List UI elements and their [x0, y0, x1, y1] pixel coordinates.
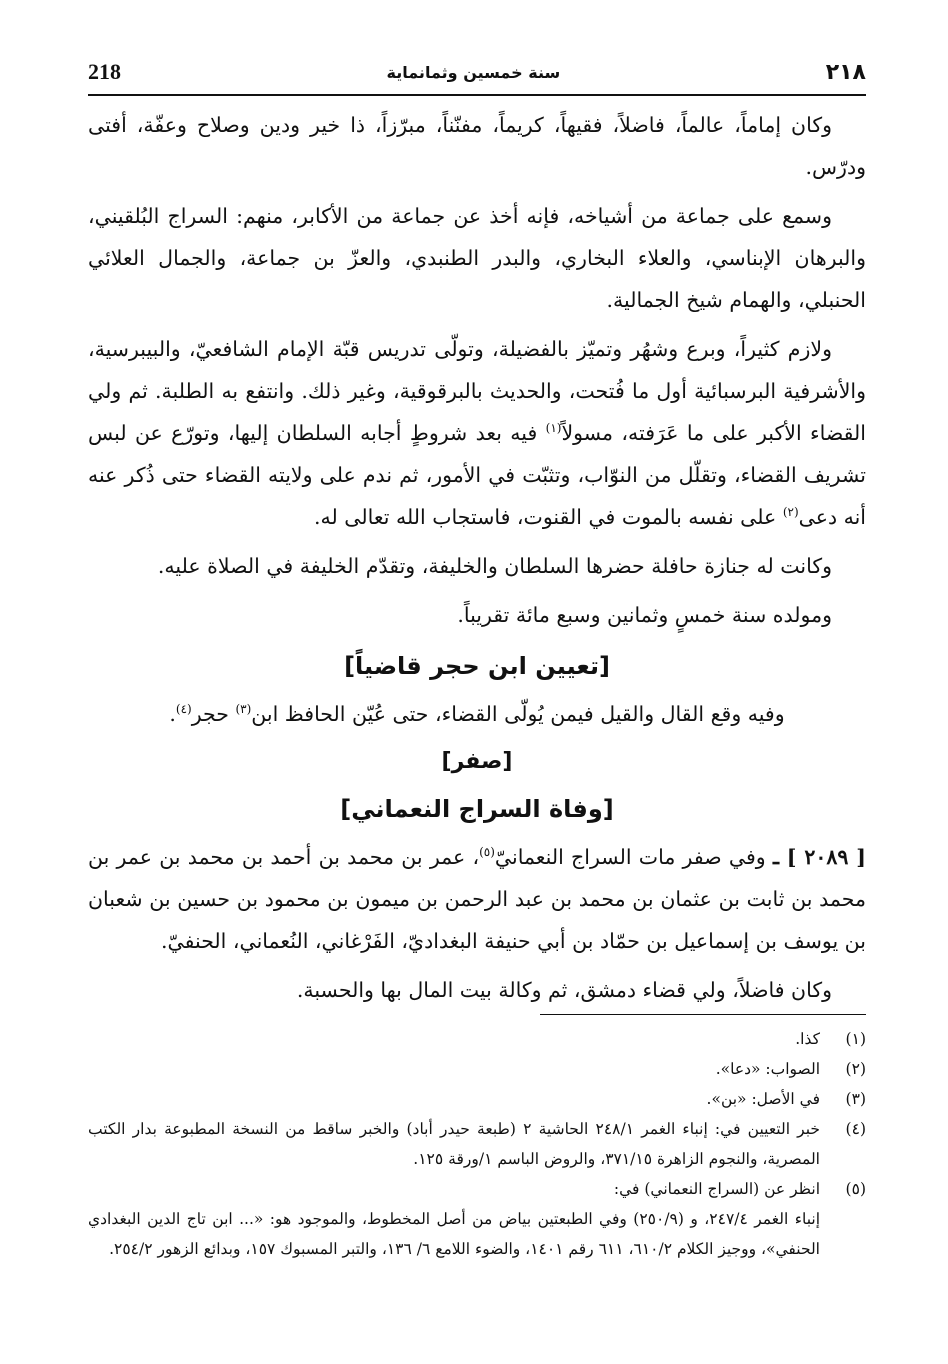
- paragraph-birth: ومولده سنة خمسٍ وثمانين وسبع مائة تقريباً.: [457, 603, 832, 627]
- footnote-item: [88, 1084, 866, 1114]
- footnote-number: (١): [845, 1030, 866, 1048]
- footnote-text: خبر التعيين في: إنباء الغمر ٢٤٨/١ الحاشية ٢ (طبعة حيدر أباد) والخبر ساقط من النسخة المطبوعة بدار الكتب المصرية، والنجوم الزاهرة ٣٧١/١٥، والروض الباسم ١/ورقة ١٢٥.: [88, 1120, 820, 1168]
- entry-number: [ ٢٠٨٩ ] ـ: [772, 845, 867, 869]
- footnote-number: (٢): [845, 1060, 866, 1078]
- entry-2089: [88, 836, 866, 962]
- footnotes: [88, 1024, 866, 1264]
- footnote-number: (٣): [845, 1090, 866, 1108]
- footnote-ref-5: (٥): [479, 845, 495, 860]
- paragraph-career: [88, 328, 866, 538]
- footnote-item: [88, 1114, 866, 1174]
- footnote-item: [88, 1174, 866, 1204]
- appointment-text-2: حجر: [191, 702, 236, 726]
- footnote-item: [88, 1024, 866, 1054]
- main-text: [88, 104, 866, 1018]
- footnote-text: في الأصل: «بن».: [706, 1090, 820, 1108]
- paragraph-teachers: وسمع على جماعة من أشياخه، فإنه أخذ عن جماعة من الأكابر، منهم: السراج البُلقيني، والبرهان الإبناسي، والعلاء البخاري، والبدر الطنبدي، والعزّ بن جماعة، والجمال العلائي الحنبلي، والهمام شيخ الجمالية.: [88, 204, 866, 312]
- paragraph-qualities: وكان إماماً، عالماً، فاضلاً، فقيهاً، كريماً، مفنّناً، مبرّزاً، ذا خير ودين وصلاح وعفّة، أفتى ودرّس.: [88, 113, 866, 179]
- entry-text-2: ، عمر بن محمد بن أحمد بن محمد بن عمر بن محمد بن ثابت بن عثمان بن محمد بن عبد الرحمن بن ميمون بن محمود بن حسين بن شعبان بن يوسف بن إسماعيل بن حمّاد بن أبي حنيفة البغداديّ، الفَرْغاني، النُعماني، الحنفيّ.: [88, 845, 866, 953]
- footnote-number: (٤): [845, 1120, 866, 1138]
- paragraph-funeral: وكانت له جنازة حافلة حضرها السلطان والخليفة، وتقدّم الخليفة في الصلاة عليه.: [157, 554, 832, 578]
- entry-text-1: وفي صفر مات السراج النعمانيّ: [494, 845, 773, 869]
- page-number-latin: 218: [88, 59, 121, 84]
- footnote-text: الصواب: «دعا».: [715, 1060, 820, 1078]
- running-title: سنة خمسين وثمانماية: [386, 62, 561, 82]
- header-rule: [88, 94, 866, 96]
- footnote-text: انظر عن (السراج النعماني) في:: [613, 1180, 820, 1198]
- footnote-ref-1: (١): [545, 421, 562, 436]
- footnote-rule: [540, 1014, 866, 1015]
- footnote-number: (٥): [845, 1180, 866, 1198]
- appointment-text-1: وفيه وقع القال والقيل فيمن يُولّى القضاء، حتى عُيّن الحافظ ابن: [251, 702, 785, 726]
- career-text-3: على نفسه بالموت في القنوت، فاستجاب الله تعالى له.: [314, 505, 783, 529]
- footnote-ref-2: (٢): [782, 505, 799, 520]
- career-text-2: فيه بعد شروطٍ أجابه السلطان إليها، وتورّع عن لبس تشريف القضاء، وتقلّل من النوّاب، وتثبّت في الأمور، ثم ندم على ولايته القضاء حتى ذُكر عنه أنه دعى: [88, 421, 866, 529]
- footnote-text: إنباء الغمر ٢٤٧/٤، و (٢٥٠/٩) وفي الطبعتين بياض من أصل المخطوط، والموجود هو: «... ابن تاج الدين البغدادي الحنفي»، ووجيز الكلام ٦١٠/٢، ٦١١ رقم ١٤٠١، والضوء اللامع ٦/ ١٣٦، والتبر المسبوك ١٥٧، وبدائع الزهور ٢٥٤/٢.: [88, 1210, 821, 1258]
- footnote-ref-3: (٣): [235, 702, 252, 717]
- page-number-arabic: ٢١٨: [825, 59, 866, 85]
- footnote-ref-4: (٤): [175, 702, 192, 717]
- appointment-text-3: .: [169, 702, 176, 726]
- career-text-1: ولازم كثيراً، وبرع وشهُر وتميّز بالفضيلة، وتولّى تدريس قبّة الإمام الشافعيّ، والبيبرسية، والأشرفية البرسبائية أول ما فُتحت، والحديث بالبرقوقية، وغير ذلك. وانتفع به الطلبة. ثم ولي القضاء الأكبر على ما عَرَفته، مسولاً: [88, 337, 866, 445]
- footnote-item: [88, 1054, 866, 1084]
- paragraph-appointment: [88, 693, 866, 735]
- paragraph-offices: وكان فاضلاً، ولي قضاء دمشق، ثم وكالة بيت المال بها والحسبة.: [296, 978, 832, 1002]
- section-heading-death: [وفاة السراج النعماني]: [340, 795, 614, 823]
- section-heading-safar: [صفر]: [441, 749, 513, 774]
- footnote-item: [88, 1204, 866, 1264]
- section-heading-appointment: [تعيين ابن حجر قاضياً]: [344, 652, 610, 680]
- footnote-text: كذا.: [795, 1030, 820, 1048]
- page-header: [88, 52, 866, 92]
